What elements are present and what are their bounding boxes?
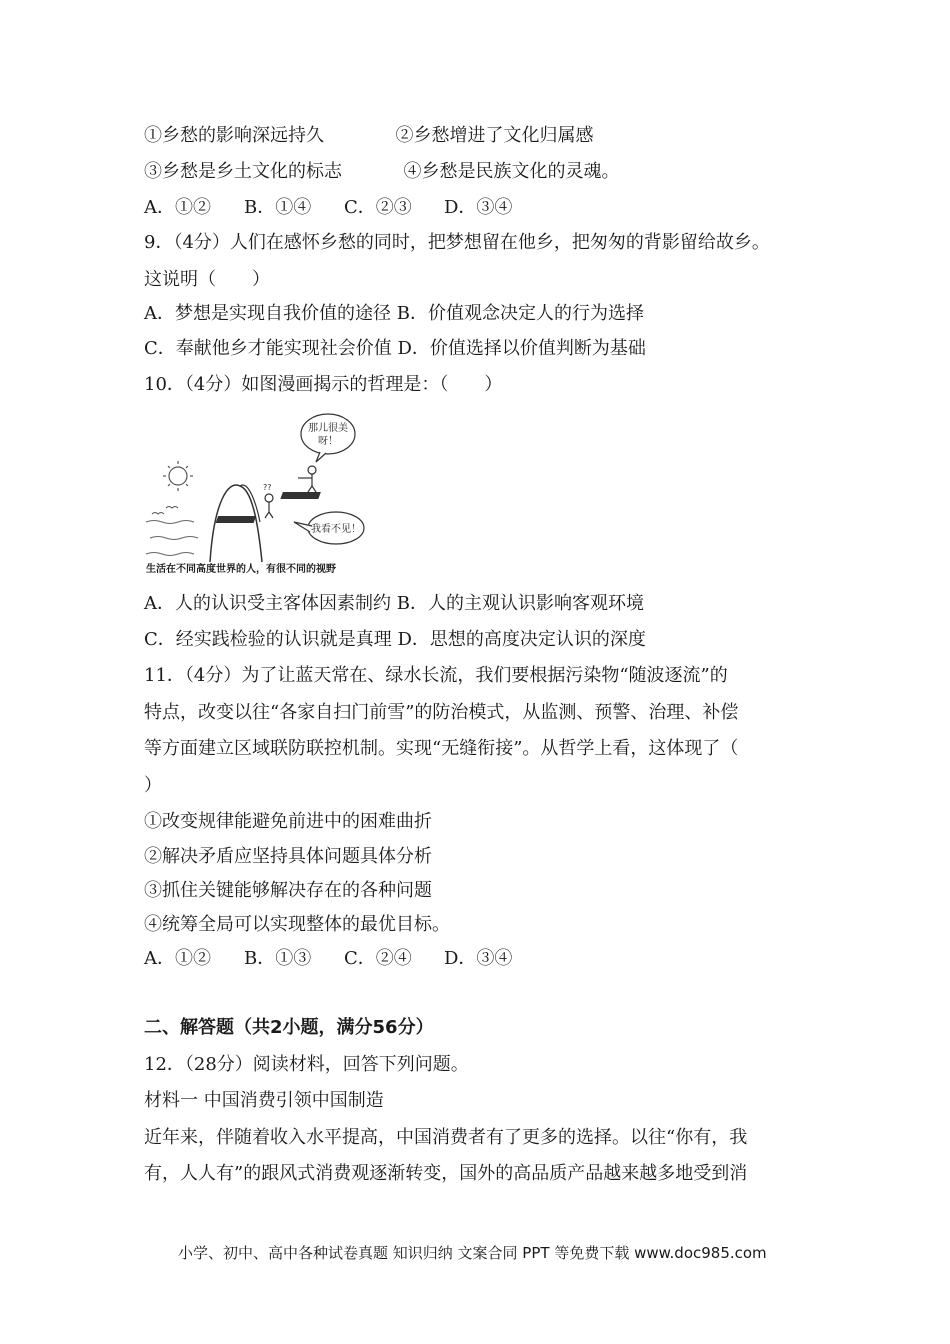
page-footer: 小学、初中、高中各种试卷真题 知识归纳 文案合同 PPT 等免费下载 www.doc985.com — [178, 1244, 767, 1262]
q11-stem-line-3: 等方面建立区域联防联控机制。实现“无缝衔接”。从哲学上看，这体现了（ — [144, 738, 739, 759]
q10-cartoon-caption: 生活在不同高度世界的人，有很不同的视野 — [146, 564, 336, 575]
bubble-bottom-text: 我看不见！ — [311, 524, 361, 535]
q8-statement-3: ③乡愁是乡土文化的标志 — [144, 161, 342, 182]
q9-options-cd: C．奉献他乡才能实现社会价值 D．价值选择以价值判断为基础 — [144, 338, 646, 359]
q8-option-a: A．①② — [144, 197, 211, 218]
q11-stem-line-1: 11．（4分）为了让蓝天常在、绿水长流，我们要根据污染物“随波逐流”的 — [144, 665, 728, 686]
sun-icon — [163, 461, 193, 491]
q10-options-ab: A．人的认识受主客体因素制约 B．人的主观认识影响客观环境 — [144, 593, 644, 614]
q8-statement-2: ②乡愁增进了文化归属感 — [395, 125, 594, 146]
q11-stem-line-2: 特点，改变以往“各家自扫门前雪”的防治模式，从监测、预警、治理、补偿 — [144, 702, 739, 723]
q11-stem-line-4: ） — [144, 775, 162, 796]
q12-material-title: 材料一 中国消费引领中国制造 — [144, 1090, 384, 1111]
q8-option-b: B．①④ — [244, 197, 312, 218]
q10-cartoon-image — [144, 412, 394, 580]
q8-statement-row-2 — [144, 160, 619, 184]
q8-option-d: D．③④ — [444, 197, 513, 218]
q9-options-ab: A．梦想是实现自我价值的途径 B．价值观念决定人的行为选择 — [144, 303, 644, 324]
q10-stem: 10．（4分）如图漫画揭示的哲理是：（ ） — [144, 374, 503, 395]
q11-option-b: B．①③ — [244, 948, 312, 969]
svg-text:??: ?? — [263, 483, 272, 492]
bubble-top-line-2: 呀！ — [318, 436, 338, 447]
q11-option-c: C．②④ — [344, 948, 412, 969]
q10-options-cd: C．经实践检验的认识就是真理 D．思想的高度决定认识的深度 — [144, 629, 646, 650]
q12-paragraph-line-2: 有，人人有”的跟风式消费观逐渐转变，国外的高品质产品越来越多地受到消 — [144, 1163, 748, 1184]
bubble-top-line-1: 那儿很美 — [308, 423, 348, 434]
q11-options — [144, 947, 512, 971]
section-2-heading: 二、解答题（共2小题，满分56分） — [144, 1017, 434, 1038]
q11-statement-2: ②解决矛盾应坚持具体问题具体分析 — [144, 846, 432, 867]
q8-option-c: C．②③ — [344, 197, 412, 218]
q8-statement-row-1 — [144, 124, 593, 148]
q8-options — [144, 196, 512, 220]
q9-stem-line-2: 这说明（ ） — [144, 269, 270, 290]
q11-statement-3: ③抓住关键能够解决存在的各种问题 — [144, 880, 432, 901]
q11-option-a: A．①② — [144, 948, 211, 969]
q11-statement-4: ④统筹全局可以实现整体的最优目标。 — [144, 914, 450, 935]
q11-statement-1: ①改变规律能避免前进中的困难曲折 — [144, 811, 432, 832]
q8-statement-4: ④乡愁是民族文化的灵魂。 — [403, 161, 620, 182]
q8-statement-1: ①乡愁的影响深远持久 — [144, 125, 324, 146]
q12-paragraph-line-1: 近年来，伴随着收入水平提高，中国消费者有了更多的选择。以往“你有，我 — [144, 1127, 748, 1148]
q11-option-d: D．③④ — [444, 948, 513, 969]
q12-stem: 12．（28分）阅读材料，回答下列问题。 — [144, 1054, 469, 1075]
q9-stem-line-1: 9．（4分）人们在感怀乡愁的同时，把梦想留在他乡，把匆匆的背影留给故乡。 — [144, 232, 770, 253]
